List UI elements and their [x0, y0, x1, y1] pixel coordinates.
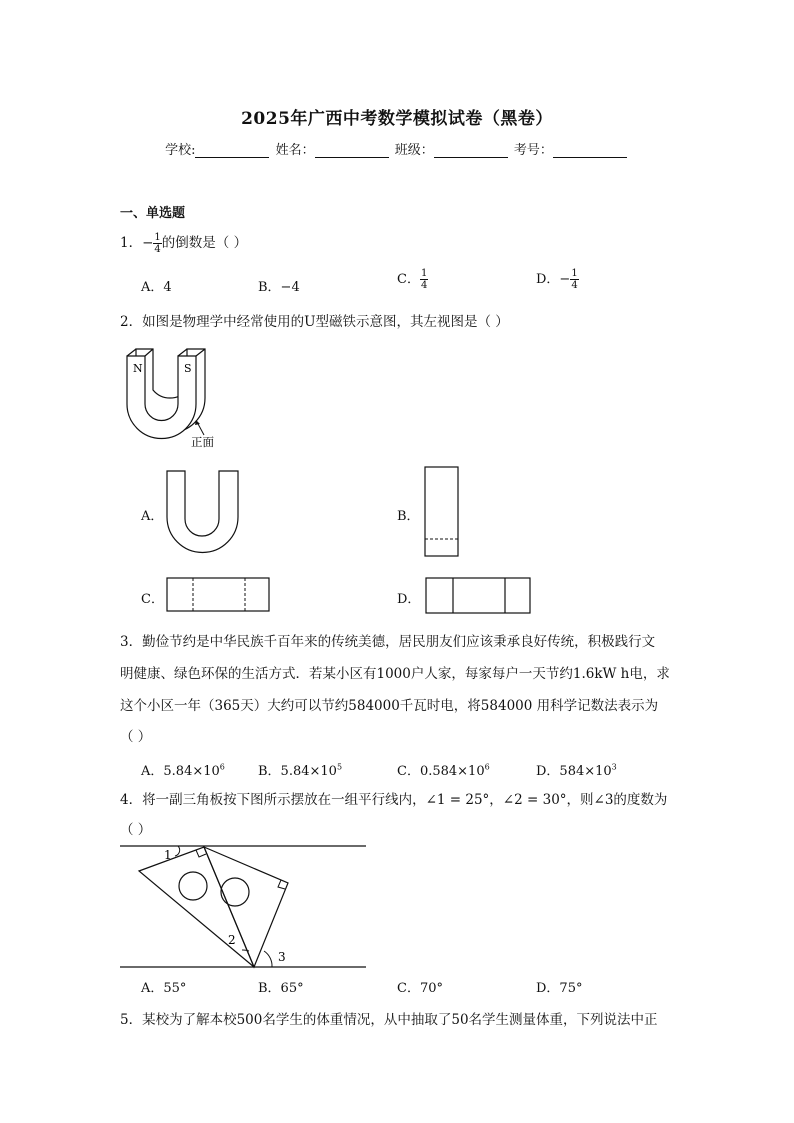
magnet-n-label: N: [133, 362, 143, 375]
q3-c-exp: 6: [484, 762, 490, 772]
option-c-figure: [166, 577, 272, 613]
student-info-line: [0, 139, 794, 158]
q1-frac-den: 4: [154, 244, 161, 255]
q3-option-b: [258, 760, 342, 779]
class-label: 班级：: [394, 143, 434, 158]
u-magnet-figure: [118, 340, 228, 452]
name-label: 姓名：: [275, 143, 315, 158]
angle-1-label: 1: [164, 848, 172, 862]
q1-stem: 的倒数是（ ）: [161, 235, 248, 251]
q4-option-d: D．75°: [536, 981, 583, 996]
q1-c-num: 1: [420, 268, 428, 279]
q3-line-1: 3．勤俭节约是中华民族千百年来的传统美德，居民朋友们应该秉承良好传统，积极践行文: [120, 634, 656, 650]
q1-frac-num: 1: [154, 232, 161, 243]
q3-line-2: 明健康、绿色环保的生活方式．若某小区有1000户人家，每家每户一天节约1.6kW h电，求: [120, 666, 670, 682]
q4-option-a: A．55°: [141, 981, 187, 996]
q2-label-b: B．: [397, 509, 420, 524]
exam-no-label: 考号：: [513, 143, 553, 158]
q1-fraction: [153, 232, 161, 255]
q2-label-a: A．: [141, 509, 164, 524]
q3-a-text: A．5.84×10: [141, 764, 220, 779]
option-b-figure: [424, 466, 460, 558]
q2-label-d: D．: [397, 592, 421, 607]
q3-b-exp: 5: [336, 762, 343, 772]
q3-option-c: [397, 760, 490, 779]
q1-c-den: 4: [420, 280, 428, 291]
q3-c-text: C．0.584×10: [397, 764, 485, 779]
q3-d-text: D．584×10: [536, 764, 612, 779]
angle-3-label: 3: [278, 950, 286, 964]
q1-sign: −: [142, 235, 154, 251]
question-1: [120, 232, 247, 255]
section-title: 一、单选题: [120, 206, 186, 221]
q1-d-label: D．−: [536, 272, 571, 287]
q2-label-c: C．: [141, 592, 164, 607]
question-2: 2．如图是物理学中经常使用的U型磁铁示意图，其左视图是（ ）: [120, 314, 509, 330]
magnet-s-label: S: [184, 362, 192, 375]
q4-line-2: （ ）: [120, 822, 152, 838]
q1-option-d: [536, 268, 579, 291]
q3-line-4: （ ）: [120, 729, 152, 745]
angle-2-label: 2: [228, 933, 236, 947]
triangle-boards-figure: [118, 840, 370, 974]
name-blank: [315, 143, 389, 158]
q4-line-1: 4．将一副三角板按下图所示摆放在一组平行线内，∠1 = 25°，∠2 = 30°，则∠3的度数为: [120, 792, 668, 808]
q1-d-num: 1: [571, 268, 578, 279]
exam-title: 2025年广西中考数学模拟试卷（黑卷）: [241, 109, 553, 129]
q1-option-b: B．−4: [258, 280, 300, 295]
option-d-figure: [425, 577, 533, 615]
q5-line-1: 5．某校为了解本校500名学生的体重情况，从中抽取了50名学生测量体重，下列说法中正: [120, 1012, 658, 1028]
school-label: 学校:: [165, 143, 196, 158]
q1-option-a: A．4: [141, 280, 172, 295]
q3-option-a: [141, 760, 225, 779]
q3-a-exp: 6: [219, 762, 225, 772]
q1-c-label: C．: [397, 272, 420, 287]
option-a-figure: [165, 469, 241, 555]
q1-option-c: [397, 268, 428, 291]
school-blank: [195, 143, 269, 158]
exam-no-blank: [553, 143, 627, 158]
front-label: 正面: [191, 435, 214, 449]
q4-option-b: B．65°: [258, 981, 304, 996]
q3-option-d: [536, 760, 617, 779]
class-blank: [434, 143, 508, 158]
q3-b-text: B．5.84×10: [258, 764, 337, 779]
q3-d-exp: 3: [611, 762, 617, 772]
q4-option-c: C．70°: [397, 981, 443, 996]
q3-line-3: 这个小区一年（365天）大约可以节约584000千瓦时电，将584000 用科学记数法表示为: [120, 698, 659, 714]
q1-number: 1．: [120, 235, 143, 251]
q1-d-den: 4: [571, 280, 578, 291]
